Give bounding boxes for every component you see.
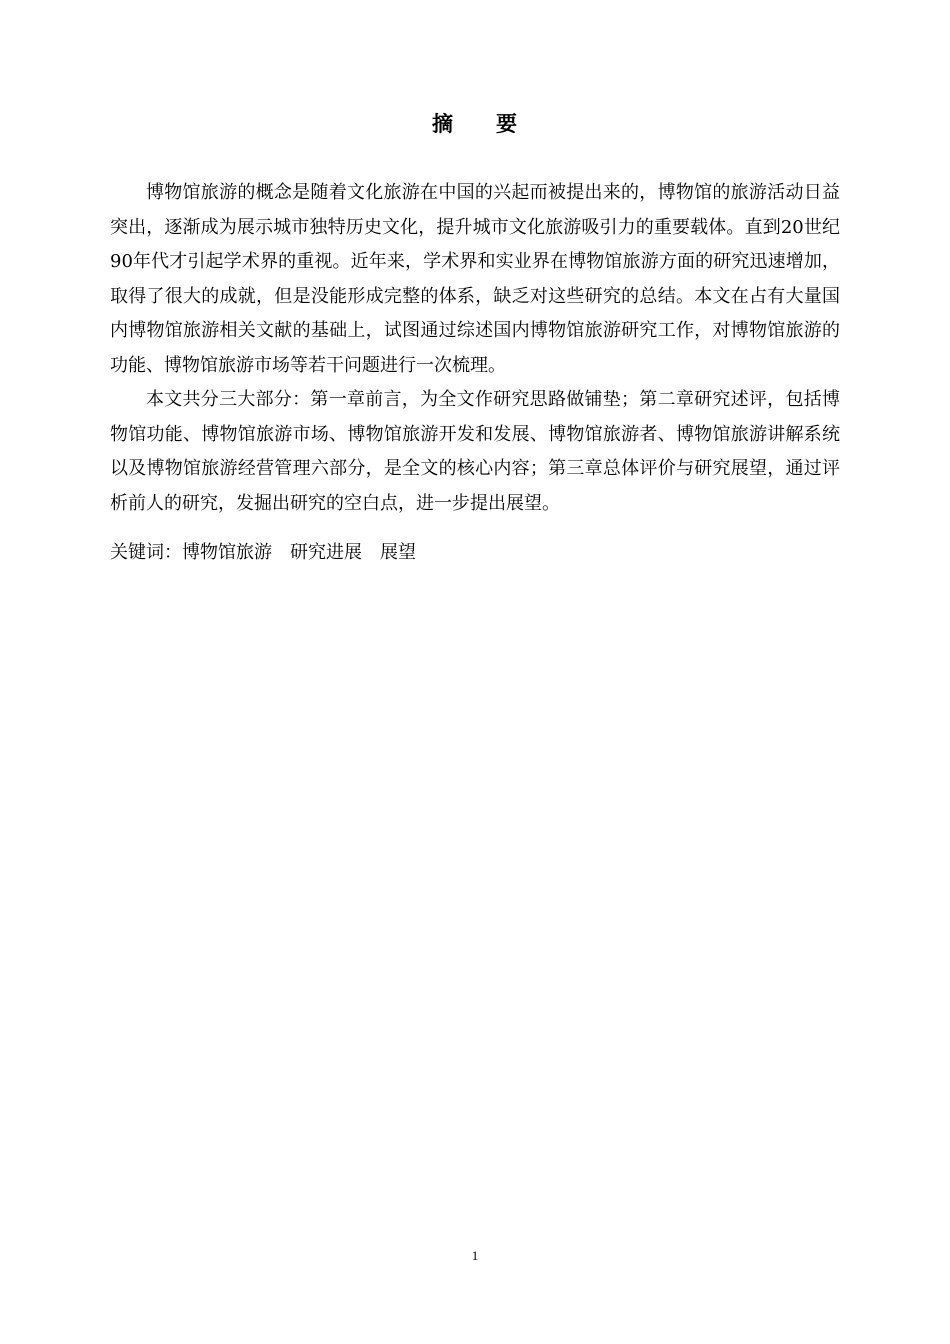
abstract-body xyxy=(110,176,840,521)
keywords-line xyxy=(110,536,840,571)
keyword-2: 研究进展 xyxy=(290,542,362,563)
abstract-paragraph-1: 博物馆旅游的概念是随着文化旅游在中国的兴起而被提出来的，博物馆的旅游活动日益突出，逐渐成为展示城市独特历史文化，提升城市文化旅游吸引力的重要载体。直到20世纪90年代才引起学术界的重视。近年来，学术界和实业界在博物馆旅游方面的研究迅速增加，取得了很大的成就，但是没能形成完整的体系，缺乏对这些研究的总结。本文在占有大量国内博物馆旅游相关文献的基础上，试图通过综述国内博物馆旅游研究工作，对博物馆旅游的功能、博物馆旅游市场等若干问题进行一次梳理。 xyxy=(110,182,840,376)
page-number: 1 xyxy=(471,1248,479,1263)
abstract-title-part2: 要 xyxy=(496,112,518,136)
keywords-label: 关键词： xyxy=(110,542,182,563)
keyword-1: 博物馆旅游 xyxy=(182,542,272,563)
abstract-title-part1: 摘 xyxy=(432,112,454,136)
keyword-3: 展望 xyxy=(380,542,416,563)
abstract-title xyxy=(0,108,950,140)
abstract-paragraph-2: 本文共分三大部分：第一章前言，为全文作研究思路做铺垫；第二章研究述评，包括博物馆功能、博物馆旅游市场、博物馆旅游开发和发展、博物馆旅游者、博物馆旅游讲解系统以及博物馆旅游经营管理六部分，是全文的核心内容；第三章总体评价与研究展望，通过评析前人的研究，发掘出研究的空白点，进一步提出展望。 xyxy=(110,389,840,514)
